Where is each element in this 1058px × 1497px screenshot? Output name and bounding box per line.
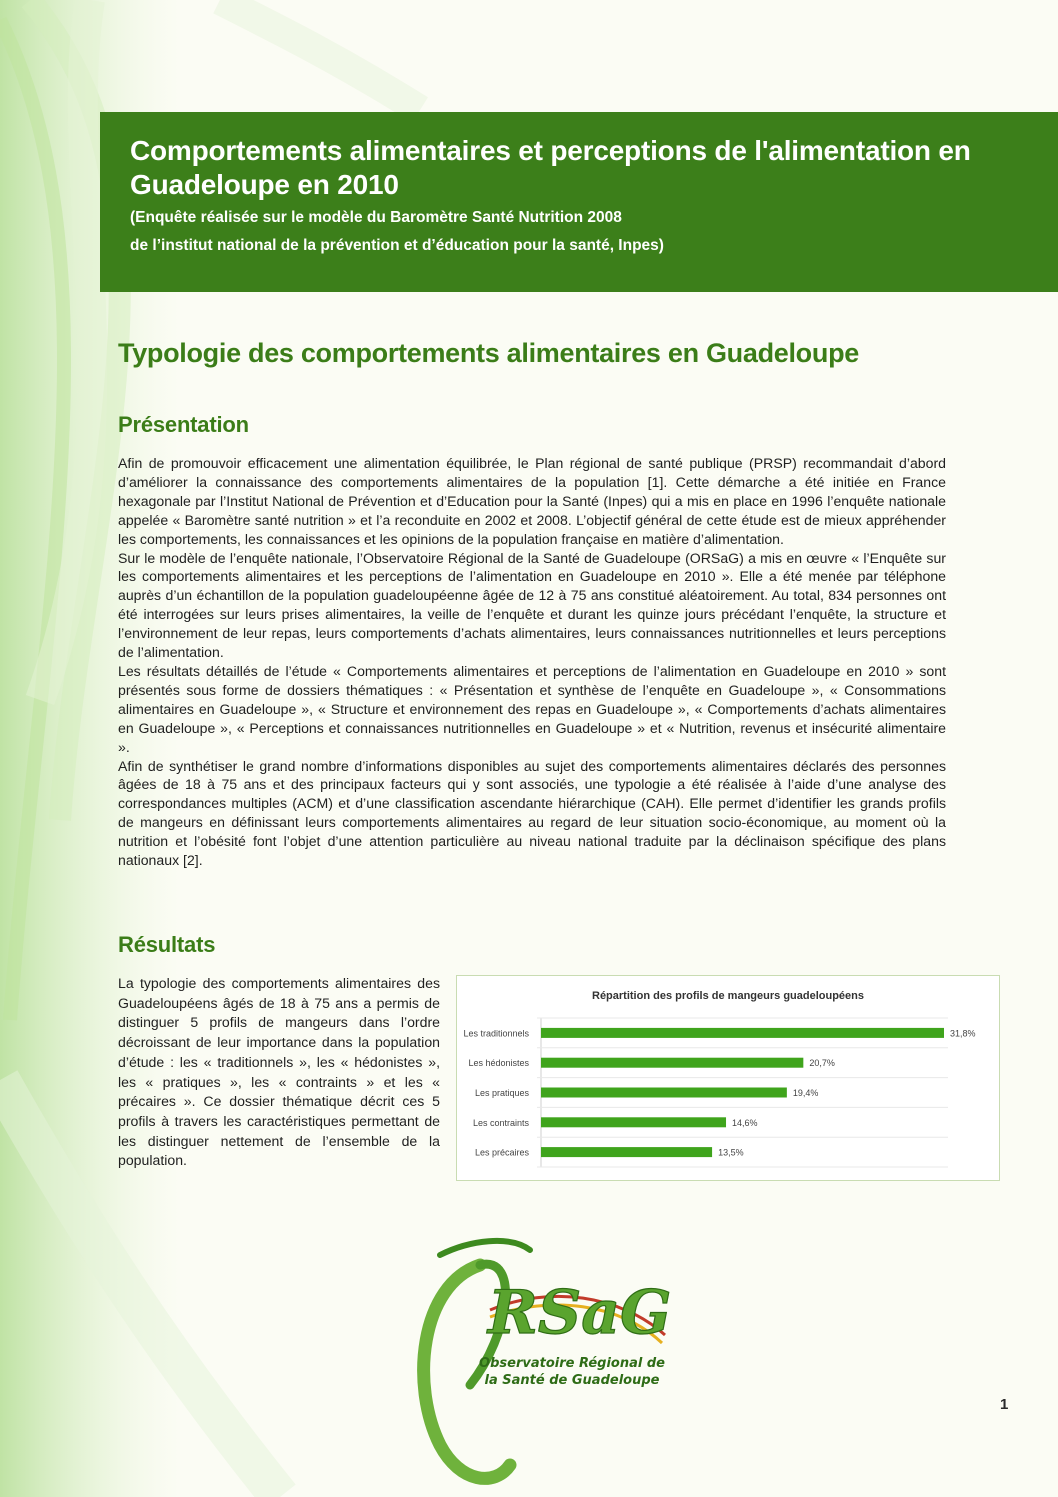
document-title: Comportements alimentaires et perceptions de l'alimentation en Guadeloupe en 2010 [130,135,971,200]
document-subtitle-line2: de l’institut national de la prévention et d’éducation pour la santé, Inpes) [130,237,664,254]
profiles-bar-chart [456,975,1000,1181]
chart-bar [541,1088,787,1098]
chart-category-label: Les contraints [472,1117,529,1128]
chart-title: Répartition des profils de mangeurs guadeloupéens [592,990,864,1002]
chart-category-label: Les traditionnels [463,1028,529,1039]
logo-caption-line2: la Santé de Guadeloupe [484,1373,660,1388]
chart-bar [541,1058,803,1068]
chart-bar [541,1117,726,1127]
chart-value-label: 14,6% [732,1117,758,1128]
chart-category-label: Les hédonistes [468,1058,529,1069]
chart-value-label: 20,7% [809,1058,835,1069]
chart-bar [541,1028,944,1038]
svg-text:RSaG: RSaG [488,1278,672,1348]
chart-value-label: 13,5% [718,1147,744,1158]
presentation-heading: Présentation [118,412,249,437]
main-title: Typologie des comportements alimentaires en Guadeloupe [118,338,859,368]
results-heading: Résultats [118,932,216,957]
presentation-paragraph: Sur le modèle de l’enquête nationale, l’Observatoire Régional de la Santé de Guadeloupe (ORSaG) a mis en œuvre « l’Enquête sur les comportements alimentaires et les perceptions de l’alimentation en Guadeloupe en 2010 ». Elle a été menée par téléphone auprès d’un échantillon de la population guadeloupéenne âgée de 12 à 75 ans constitué aléatoirement. Au total, 834 personnes ont été interrogées sur leurs prises alimentaires, la veille de l’enquête et durant les quinze jours précédant l’enquête, la structure et l’environnement de leur repas, leurs comportements d’achats alimentaires, leurs connaissances nutritionnelles et leurs perceptions de l’alimentation. [118,549,946,661]
chart-category-label: Les pratiques [474,1088,529,1098]
chart-canvas [457,976,999,1180]
presentation-paragraph: Les résultats détaillés de l’étude « Comportements alimentaires et perceptions de l’alimentation en Guadeloupe en 2010 » sont présentés sous forme de dossiers thématiques : « Présentation et synthèse de l’enquête en Guadeloupe », « Consommations alimentaires en Guadeloupe », « Structure et environnement des repas en Guadeloupe », « Comportements d’achats alimentaires en Guadeloupe », « Perceptions et connaissances nutritionnelles en Guadeloupe » et « Nutrition, revenus et insécurité alimentaire ». [118,662,946,755]
document-subtitle-line1: (Enquête réalisée sur le modèle du Baromètre Santé Nutrition 2008 [130,209,622,226]
chart-value-label: 31,8% [950,1028,976,1039]
results-paragraph: La typologie des comportements alimentaires des Guadeloupéens âgés de 18 à 75 ans a permis de distinguer 5 profils de mangeurs dans l’ordre décroissant de leur importance dans la population d’étude : les « traditionnels », les « hédonistes », les « pratiques », les « contraints » et les « précaires ». Ce dossier thématique décrit ces 5 profils à travers les caractéristiques permettant de les distinguer nettement de l’ensemble de la population. [118,975,440,1169]
chart-value-label: 19,4% [792,1088,819,1098]
presentation-paragraph: Afin de synthétiser le grand nombre d’informations disponibles au sujet des comportements alimentaires déclarés des personnes âgées de 18 à 75 ans et des principaux facteurs qui y sont associés, une typologie a été réalisée à l’aide d’une analyse des correspondances multiples (ACM) et d’une classification ascendante hiérarchique (CAH). Elle permet d’identifier les grands profils de mangeurs en définissant leurs comportements alimentaires au regard de leur situation socio-économique, au moment où la nutrition et l’obésité font l’objet d’une attention particulière au niveau national traduite par la déclinaison spécifique des plans nationaux [2]. [118,757,946,869]
page-number: 1 [1000,1396,1009,1413]
chart-bar [541,1147,712,1157]
logo-caption-line1: Observatoire Régional de [479,1356,665,1371]
presentation-paragraph: Afin de promouvoir efficacement une alimentation équilibrée, le Plan régional de santé publique (PRSP) recommandait d’abord d’améliorer la connaissance des comportements alimentaires de la population [1]. Cette démarche a été initiée en France hexagonale par l’Institut National de Prévention et d’Education pour la Santé (Inpes) qui a mis en place en 1996 l’enquête nationale appelée « Baromètre santé nutrition » et l’a reconduite en 2002 et 2008. L’objectif général de cette étude est de mieux appréhender les comportements, les connaissances et les opinions de la population française en matière d’alimentation. [118,455,946,547]
chart-category-label: Les précaires [474,1147,529,1158]
presentation-body [118,454,946,870]
header-banner [100,112,1058,292]
